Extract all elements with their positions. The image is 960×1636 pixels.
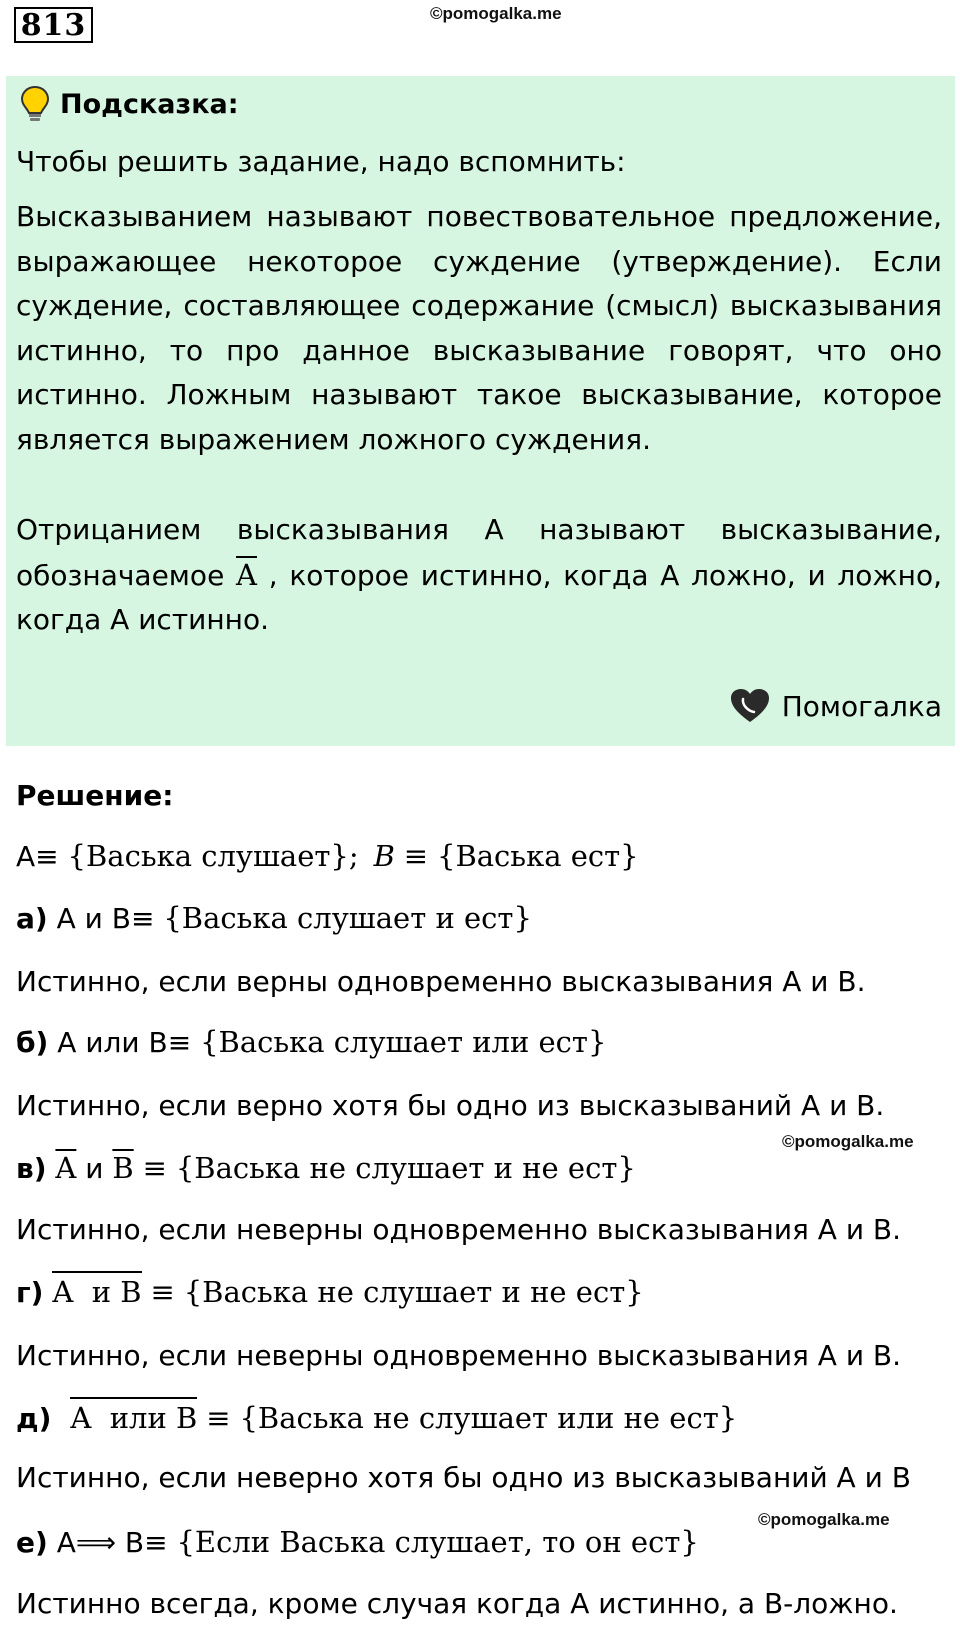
- solution-title: Решение:: [16, 779, 174, 812]
- brand: [730, 686, 942, 726]
- task-number: 813: [14, 7, 93, 43]
- item-v-set: {Васька не слушает и не ест}: [175, 1151, 636, 1185]
- item-g-label: г): [16, 1276, 44, 1309]
- item-a-set: {Васька слушает и ест}: [163, 901, 532, 935]
- item-d-eq: ≡: [206, 1401, 231, 1435]
- item-a: [16, 898, 532, 939]
- watermark-bottom: ©pomogalka.me: [758, 1510, 890, 1529]
- item-e: [16, 1522, 699, 1563]
- item-a-label: а): [16, 902, 48, 935]
- item-e-lhs: А⟹ В≡: [56, 1526, 168, 1559]
- item-g-expr: A и B: [52, 1271, 141, 1309]
- def-b-eq: ≡: [403, 839, 429, 873]
- item-e-label: е): [16, 1526, 48, 1559]
- lightbulb-icon: [20, 85, 50, 123]
- item-d-expr: A или B: [70, 1397, 197, 1435]
- hint-negation-symbol: $\overline{A}$: [236, 557, 257, 592]
- item-g: [16, 1272, 644, 1313]
- item-d: [16, 1398, 737, 1439]
- item-b-set: {Васька слушает или ест}: [200, 1025, 607, 1059]
- hint-intro: Чтобы решить задание, надо вспомнить:: [16, 145, 626, 178]
- def-a: А≡: [16, 840, 59, 873]
- item-e-set: {Если Васька слушает, то он ест}: [176, 1525, 699, 1559]
- item-v-eq: ≡: [142, 1151, 167, 1185]
- definitions-line: [16, 836, 639, 877]
- item-e-desc: Истинно всегда, кроме случая когда А истинно, а В-ложно.: [16, 1587, 898, 1620]
- item-v-and: и: [85, 1152, 104, 1185]
- item-v-desc: Истинно, если неверны одновременно высказывания А и В.: [16, 1213, 902, 1246]
- item-b-lhs: А или В≡: [57, 1026, 192, 1059]
- item-v-label: в): [16, 1152, 47, 1185]
- item-g-desc: Истинно, если неверны одновременно высказывания А и В.: [16, 1339, 902, 1372]
- hint-title: [20, 84, 239, 124]
- def-a-set: {Васька слушает};: [67, 839, 359, 873]
- item-d-label: д): [16, 1402, 52, 1435]
- def-b-set: {Васька ест}: [437, 839, 639, 873]
- item-g-eq: ≡: [150, 1275, 175, 1309]
- item-v-not-b: $\overline{B}$: [112, 1151, 134, 1185]
- item-b: [16, 1022, 606, 1063]
- item-a-lhs: А и В≡: [56, 902, 155, 935]
- item-b-desc: Истинно, если верно хотя бы одно из высказываний А и В.: [16, 1089, 885, 1122]
- item-g-set: {Васька не слушает и не ест}: [183, 1275, 644, 1309]
- item-v: [16, 1148, 636, 1189]
- item-v-not-a: $\overline{A}$: [55, 1151, 77, 1185]
- hint-paragraph-2: [16, 508, 942, 643]
- item-b-label: б): [16, 1026, 49, 1059]
- item-d-set: {Васька не слушает или не ест}: [239, 1401, 738, 1435]
- item-a-desc: Истинно, если верны одновременно высказывания А и В.: [16, 965, 866, 998]
- item-d-desc: Истинно, если неверно хотя бы одно из высказываний А и В: [16, 1461, 911, 1494]
- hint-paragraph-1: Высказыванием называют повествовательное предложение, выражающее некоторое суждение (утверждение). Если суждение, составляющее содержание (смысл) высказывания истинно, то про данное высказывание говорят, что оно истинно. Ложным называют такое высказывание, которое является выражением ложного суждения.: [16, 200, 942, 456]
- brand-name: Помогалка: [781, 689, 942, 723]
- watermark-middle: ©pomogalka.me: [782, 1132, 914, 1151]
- watermark-top: ©pomogalka.me: [430, 4, 562, 23]
- hint-p2-start: Отрицанием высказывания А называют высказывание, обозначаемое: [16, 513, 942, 592]
- heart-phone-icon: [730, 688, 770, 724]
- hint-title-text: Подсказка:: [60, 88, 239, 120]
- def-b: B: [373, 839, 395, 873]
- hint-p2-end: , которое истинно, когда А ложно, и ложно, когда А истинно.: [16, 558, 942, 636]
